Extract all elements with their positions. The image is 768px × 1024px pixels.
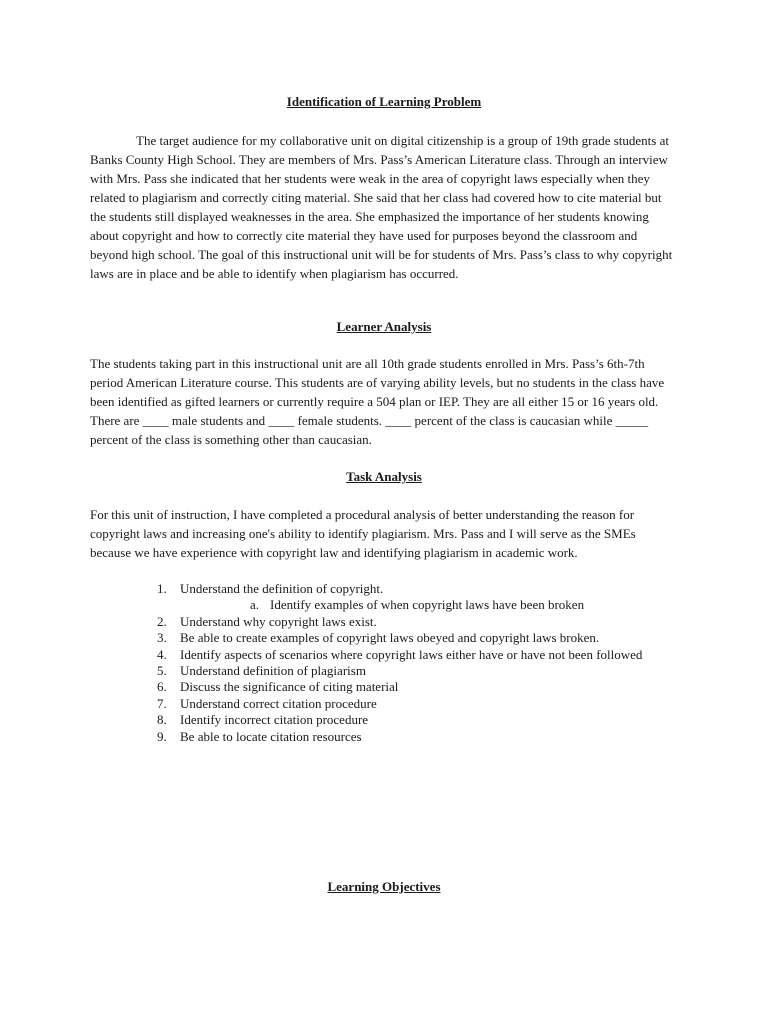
task-item-text: Be able to create examples of copyright laws obeyed and copyright laws broken. [180, 630, 600, 646]
task-item-number: 9. [157, 728, 167, 744]
task-item-number: 4. [157, 646, 167, 662]
task-item [157, 630, 642, 646]
task-subitem [157, 597, 642, 613]
task-item [157, 614, 642, 630]
task-item-text: Identify examples of when copyright laws have been broken [270, 597, 585, 613]
identification-heading: Identification of Learning Problem [286, 94, 482, 109]
task-item-text: Discuss the significance of citing material [180, 679, 399, 695]
learner-analysis-heading: Learner Analysis [336, 319, 432, 334]
task-item-number: 2. [157, 613, 167, 629]
task-item-text: Understand definition of plagiarism [180, 663, 366, 679]
task-item [157, 581, 642, 597]
task-item [157, 712, 642, 728]
task-item-number: 8. [157, 712, 167, 728]
identification-paragraph: The target audience for my collaborative unit on digital citizenship is a group of 19th grade students at Banks County High School. They are members of Mrs. Pass’s American Literature class. Through an interview with Mrs. Pass she indicated that her students were weak in the area of copyright laws especially when they related to plagiarism and correctly citing material. She said that her class had covered how to cite material but the students still displayed weaknesses in the area. She emphasized the importance of her students knowing about copyright and how to correctly cite material they have used for purposes beyond the classroom and beyond high school. The goal of this instructional unit will be for students of Mrs. Pass’s class to why copyright laws are in place and be able to identify when plagiarism has occurred. [90, 133, 673, 281]
task-item [157, 679, 642, 695]
task-list [157, 581, 642, 745]
task-item-number: 5. [157, 663, 167, 679]
task-analysis-heading: Task Analysis [346, 469, 422, 484]
task-item-text: Identify aspects of scenarios where copyright laws either have or have not been followed [180, 646, 643, 662]
task-item-text: Be able to locate citation resources [180, 728, 362, 744]
task-item-text: Understand the definition of copyright. [180, 581, 384, 596]
task-item-number: 1. [157, 581, 167, 596]
task-item-number: 7. [157, 695, 167, 711]
task-item-text: Understand correct citation procedure [180, 695, 377, 711]
learning-objectives-heading: Learning Objectives [327, 879, 441, 894]
learner-analysis-paragraph: The students taking part in this instructional unit are all 10th grade students enrolled in Mrs. Pass’s 6th-7th period American Literature course. This students are of varying ability levels, but no students in the class have been identified as gifted learners or currently require a 504 plan or IEP. They are all either 15 or 16 years old. There are ____ male students and ____ female students. ____ percent of the class is caucasian while _____ percent of the class is something other than caucasian. [90, 356, 665, 447]
task-item-text: Understand why copyright laws exist. [180, 613, 377, 629]
task-analysis-paragraph: For this unit of instruction, I have completed a procedural analysis of better understanding the reason for copyright laws and increasing one's ability to identify plagiarism. Mrs. Pass and I will serve as the SMEs because we have experience with copyright law and identifying plagiarism in academic work. [90, 507, 636, 560]
task-item-number: 3. [157, 630, 167, 646]
task-item-number: 6. [157, 679, 167, 695]
task-item [157, 729, 642, 745]
task-item [157, 696, 642, 712]
task-item-text: Identify incorrect citation procedure [180, 712, 369, 728]
task-item [157, 647, 642, 663]
task-item [157, 663, 642, 679]
task-item-number: a. [250, 597, 260, 613]
